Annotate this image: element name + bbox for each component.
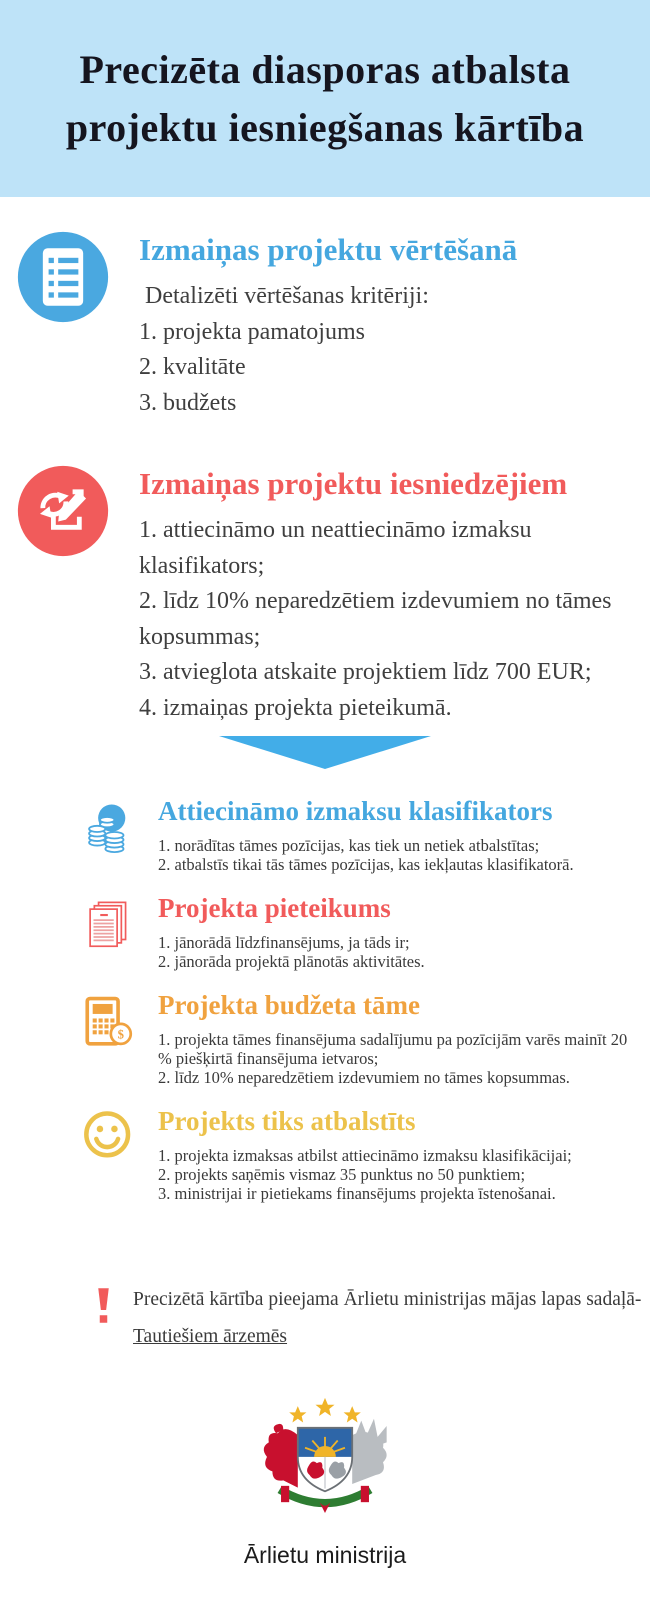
smiley-icon xyxy=(80,1105,140,1203)
subsection-heading-classifier: Attiecināmo izmaksu klasifikators xyxy=(158,796,553,826)
list-item: 2. jānorāda projektā plānotās aktivitātes. xyxy=(158,952,425,971)
section-submitters-list xyxy=(139,513,639,726)
subsection-project-supported xyxy=(80,1105,650,1203)
subsection-supported-list xyxy=(158,1146,572,1203)
section-heading-evaluation: Izmaiņas projektu vērtēšanā xyxy=(139,232,518,267)
arrow-down-icon xyxy=(219,736,431,769)
list-item: 2. līdz 10% neparedzētiem izdevumiem no tāmes kopsummas. xyxy=(158,1068,570,1087)
list-item: 1. attiecināmo un neattiecināmo izmaksu klasifikators; xyxy=(139,517,532,579)
exclamation-icon xyxy=(96,1281,111,1355)
subsection-heading-supported: Projekts tiks atbalstīts xyxy=(158,1106,416,1136)
section-evaluation-list xyxy=(139,279,517,421)
note-text-block xyxy=(133,1281,641,1355)
list-item: 2. līdz 10% neparedzētiem izdevumiem no tāmes kopsummas; xyxy=(139,588,612,650)
svg-text:$: $ xyxy=(117,1027,124,1042)
details-list xyxy=(0,795,650,1203)
calculator-icon xyxy=(80,989,140,1087)
subsection-heading-budget: Projekta budžeta tāme xyxy=(158,990,420,1020)
section-project-submitters xyxy=(0,463,650,726)
page-title-line2: projektu iesniegšanas kārtība xyxy=(65,104,585,150)
list-item: 2. atbalstīs tikai tās tāmes pozīcijas, kas iekļautas klasifikatorā. xyxy=(158,855,574,874)
page-title-line1: Precizēta diasporas atbalsta xyxy=(79,46,571,92)
list-item: 3. ministrijai ir pietiekams finansējums projekta īstenošanai. xyxy=(158,1184,556,1203)
subsection-budget-list xyxy=(158,1030,633,1087)
subsection-cost-classifier xyxy=(80,795,650,874)
list-item: 2. kvalitāte xyxy=(139,354,246,380)
list-item: 4. izmaiņas projekta pieteikumā. xyxy=(139,694,452,721)
subsection-classifier-list xyxy=(158,836,574,874)
list-item: 3. budžets xyxy=(139,389,237,416)
list-document-icon xyxy=(15,229,111,325)
list-item: 1. norādītas tāmes pozīcijas, kas tiek un netiek atbalstītas; xyxy=(158,836,540,855)
list-item: 3. atvieglota atskaite projektiem līdz 700 EUR; xyxy=(139,659,592,685)
subsection-application-list xyxy=(158,933,425,971)
subsection-application xyxy=(80,892,650,971)
coat-of-arms-logo xyxy=(225,1520,425,1537)
subsection-budget-estimate xyxy=(80,989,650,1087)
subsection-heading-application: Projekta pieteikums xyxy=(158,893,391,923)
section-heading-submitters: Izmaiņas projektu iesniedzējiem xyxy=(139,466,568,501)
ministry-name: Ārlietu ministrija xyxy=(243,1542,407,1568)
header-banner xyxy=(0,0,650,197)
note-text: Precizētā kārtība pieejama Ārlietu ministrijas mājas lapas sadaļā- xyxy=(133,1289,642,1310)
list-item: Detalizēti vērtēšanas kritēriji: xyxy=(145,283,429,309)
section-project-evaluation xyxy=(0,229,650,421)
list-item: 1. jānorādā līdzfinansējums, ja tāds ir; xyxy=(158,933,410,952)
footer xyxy=(0,1397,650,1599)
list-item: 1. projekta tāmes finansējuma sadalījumu pa pozīcijām varēs mainīt 20 % piešķirtā finansējuma ietvaros; xyxy=(158,1030,628,1068)
list-item: 1. projekta izmaksas atbilst attiecināmo izmaksu klasifikācijai; xyxy=(158,1146,572,1165)
list-item: 1. projekta pamatojums xyxy=(139,318,365,345)
list-item: 2. projekts saņēmis vismaz 35 punktus no 50 punktiem; xyxy=(158,1165,526,1184)
info-note xyxy=(96,1281,650,1355)
edit-refresh-icon xyxy=(15,463,111,559)
documents-icon xyxy=(80,892,140,971)
tautiesiem-arzemes-link[interactable]: Tautiešiem ārzemēs xyxy=(133,1326,288,1347)
coins-icon xyxy=(80,795,140,874)
